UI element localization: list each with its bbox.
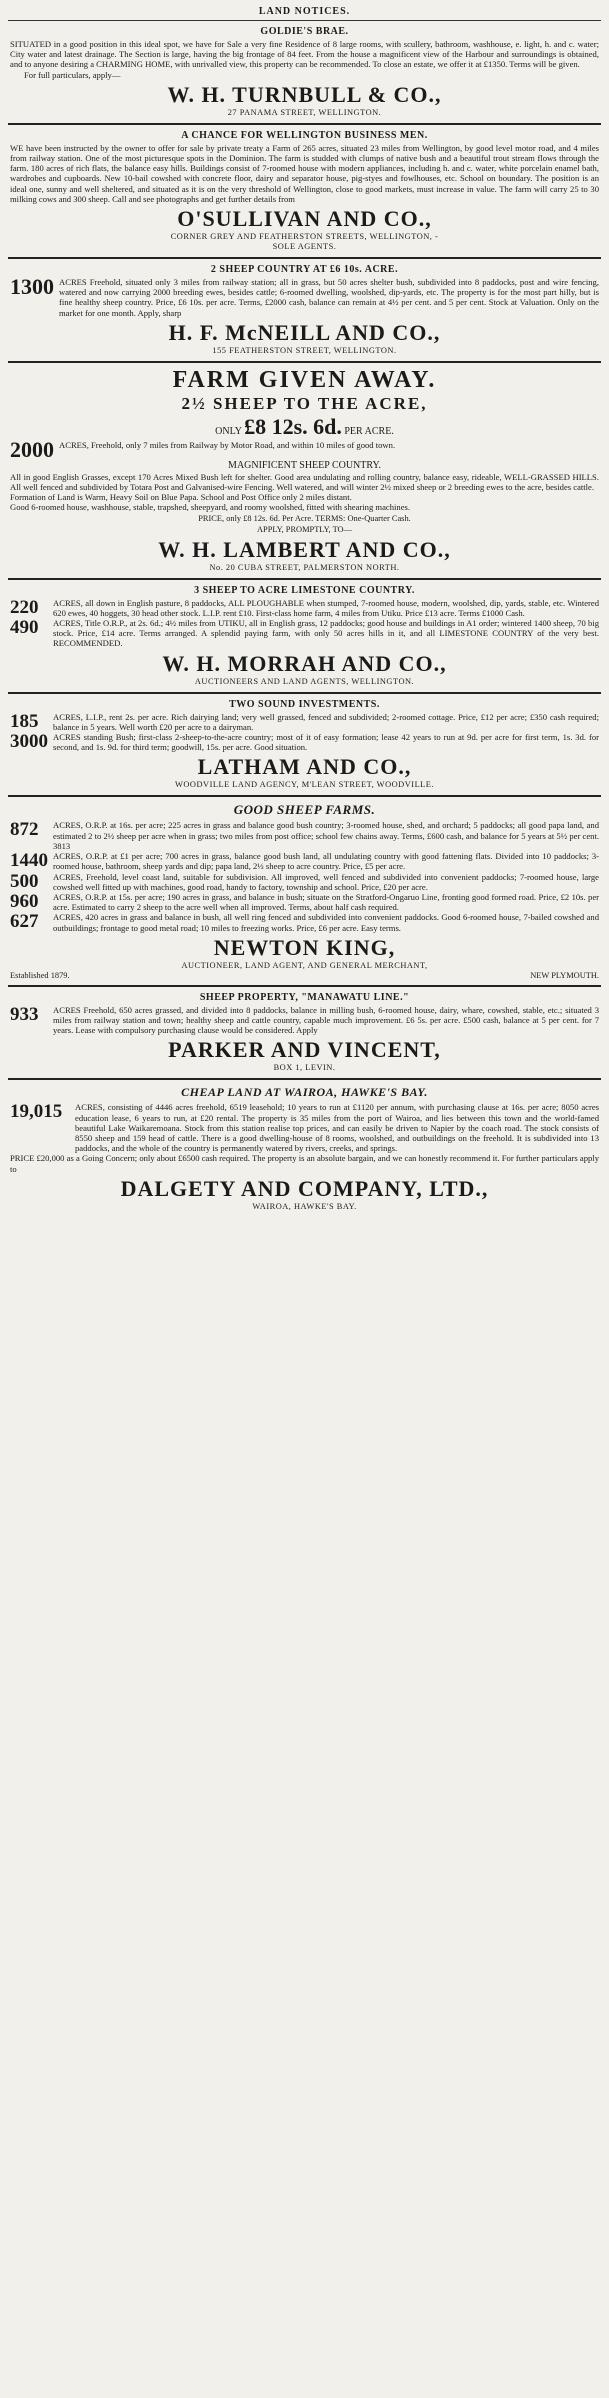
ad-newton-king: [8, 797, 601, 986]
listing: [10, 872, 599, 892]
listing-detail: Good 6-roomed house, washhouse, stable, trapshed, sheepyard, and roomy woolshed, fitted with shearing machines.: [10, 502, 410, 513]
listing: [10, 820, 599, 851]
ad-apply: For full particulars, apply—: [24, 69, 121, 80]
acreage: 627: [10, 911, 39, 933]
agent-role: SOLE AGENTS.: [272, 242, 337, 252]
acreage: 220: [10, 596, 39, 618]
ad-body: WE have been instructed by the owner to offer for sale by private treaty a Farm of 265 acres, situated 23 miles from Wellington, by good level motor road, and 4 miles from railway station. One of the most picturesque spots in the Dominion. The farm is studded with clumps of native bush and a beautiful trout stream flows through the farm. 180 acres of rich flats, the balance easy hills. Buildings consist of 7-roomed house with modern appliances, including h. and c. water, white porcelain enamel bath, wardrobes and cupboards. New 10-bail cowshed with concrete floor, dairy and separator house, pig-styes and fowlhouses, etc. School on boundary. The position is an ideal one, sunny and well sheltered, and situated as it is on the very threshold of Wellington, close to good markets, must increase in value. The farm will carry 25 to 30 milking cows and 300 sheep. Call and see photographs and get further details from: [10, 142, 599, 204]
ad-farm-given-away: [8, 363, 601, 580]
ad-title: GOLDIE'S BRAE.: [260, 26, 349, 37]
listing: [10, 912, 599, 932]
listing-detail: Formation of Land is Warm, Heavy Soil on Blue Papa. School and Post Office only 2 miles distant.: [10, 492, 352, 503]
ad-goldies-brae: [8, 21, 601, 125]
agent-name: DALGETY AND COMPANY, LTD.,: [120, 1175, 489, 1201]
listing: [10, 618, 599, 649]
agent-place: NEW PLYMOUTH.: [530, 970, 599, 980]
ad-subheadline: 2½ SHEEP TO THE ACRE,: [181, 393, 428, 413]
agent-address: WAIROA, HAWKE'S BAY.: [252, 1201, 357, 1211]
agent-address: 155 FEATHERSTON STREET, WELLINGTON.: [212, 345, 397, 355]
agent-address: 27 PANAMA STREET, WELLINGTON.: [227, 107, 382, 117]
listing-body: ACRES Freehold, 650 acres grassed, and divided into 8 paddocks, balance in milling bush, 6-roomed house, dairy, whare, cowshed, stable, etc.; situated 3 miles from railway station and town; healthy sheep and cattle country, capable much improvement. £6 5s. per acre. £500 cash, balance at 5 per cent. for 7 years. Lease with compulsory purchasing clause would be considered. Apply: [53, 1004, 599, 1036]
listing: [10, 712, 599, 732]
listing-body: ACRES Freehold, situated only 3 miles from railway station; all in grass, but 50 acres shelter bush, subdivided into 8 paddocks, post and wire fencing, watered and now carrying 2000 breeding ewes, besides cattle; 6-roomed dwelling, woolshed, dip-yards, etc. The property is for the most part hilly, but is fine healthy sheep country. Price, £6 10s. per acre. Terms, £2000 cash, balance can remain at 4½ per cent. and 5 per cent. Stock at Valuation. Only on the market for one month. Apply, sharp: [59, 277, 599, 318]
listing: [10, 1005, 599, 1036]
listing-body: ACRES, O.R.P. at 16s. per acre; 225 acres in grass and balance good bush country; 3-roomed house, shed, and orchard; 5 paddocks; all good papa land, and estimated 2 to 2½ sheep per acre when in grass; two miles from post office; school few chains away. Terms, £600 cash, and balance for 5 years at 5½ per cent. 3813: [53, 820, 599, 851]
agent-name: W. H. LAMBERT AND CO.,: [158, 536, 451, 562]
ad-body: SITUATED in a good position in this ideal spot, we have for Sale a very fine Residence of 8 large rooms, with scullery, bathroom, washhouse, e. light, h. and c. water; City water and latest drainage. The Section is large, having the big frontage of 84 feet. From the house a magnificent view of the Harbour and surroundings is obtained, and to anyone desiring a CHARMING HOME, with unrivalled view, this property can be recommended. To close an estate, we offer it at £1350. Terms will be given.: [10, 39, 599, 70]
ad-latham: [8, 694, 601, 798]
listing: [10, 436, 599, 462]
ad-wellington-chance: [8, 125, 601, 259]
ad-apply: APPLY, PROMPTLY, TO—: [257, 524, 352, 534]
ad-title: CHEAP LAND AT WAIROA, HAWKE'S BAY.: [181, 1085, 428, 1100]
listing-body: ACRES, Freehold, only 7 miles from Railway by Motor Road, and within 10 miles of good town.: [59, 439, 396, 450]
listing-detail: All in good English Grasses, except 170 Acres Mixed Bush left for shelter. Good area undulating and rolling country, balance easy, rideable, WELL-GRASSED HILLS. All well fenced and subdivided by Totara Post and Galvanised-wire Fencing. Well watered, and will winter 2½ mixed sheep or 2 breeding ewes to the acre, besides cattle.: [10, 471, 599, 493]
agent-name: O'SULLIVAN AND CO.,: [177, 206, 432, 232]
ad-title: A CHANCE FOR WELLINGTON BUSINESS MEN.: [181, 129, 428, 141]
acreage: 19,015: [10, 1101, 63, 1123]
ad-headline: FARM GIVEN AWAY.: [172, 366, 437, 393]
agent-footer: [10, 971, 599, 980]
ad-title: TWO SOUND INVESTMENTS.: [229, 698, 380, 710]
listing: [10, 274, 599, 318]
agent-name: PARKER AND VINCENT,: [168, 1037, 441, 1063]
listing-body: ACRES, O.R.P. at 15s. per acre; 190 acres in grass, and balance in bush; situate on the Stratford-Ongaruo Line, fronting good formed road. Price, £2 10s. per acre. Estimated to carry 2 sheep to the acre well when all improved. Terms, about half cash required.: [53, 891, 599, 913]
newspaper-page: [8, 0, 601, 1217]
acreage: 872: [10, 819, 39, 841]
ad-subtitle: MAGNIFICENT SHEEP COUNTRY.: [228, 459, 381, 471]
listing-detail: PRICE £20,000 as a Going Concern; only about £6500 cash required. The property is an absolute bargain, and we can honestly recommend it. For further particulars apply to: [10, 1153, 599, 1174]
price-amount: £8 12s. 6d.: [244, 413, 342, 439]
agent-name: W. H. TURNBULL & CO.,: [167, 81, 442, 107]
price-line: [10, 414, 599, 440]
listing-body: ACRES, consisting of 4446 acres freehold, 6519 leasehold; 10 years to run at £1120 per annum, with purchasing clause at 16s. per acre; 8050 acres education lease, 6 years to run, at £20 rental. The property is 35 miles from the port of Wairoa, and lies between this town and the world-famed beautiful Lake Waikaremoana. Stock from this station realise top prices, and can easily be driven to Napier by the coach road. The stock consists of 8550 sheep and 159 head of cattle. There is a good dwelling-house of 8 rooms, woolshed, and outbuildings on the freehold. It is subdivided into 13 paddocks, and the whole of the country is permanently watered by rivers, creeks, and springs.: [75, 1102, 599, 1154]
agent-address: AUCTIONEERS AND LAND AGENTS, WELLINGTON.: [194, 676, 415, 686]
listing-body: ACRES, 420 acres in grass and balance in bush, all well ring fenced and subdivided into convenient paddocks. Good 6-roomed house, 7-bailed cowshed and outbuildings; frontage to good metal road; 10 miles to freezing works. Price, £6 per acre. Easy terms.: [53, 912, 599, 933]
agent-name: NEWTON KING,: [213, 934, 396, 960]
established: Established 1879.: [10, 970, 70, 980]
listing-body: ACRES, O.R.P. at £1 per acre; 700 acres in grass, balance good bush land, all undulating country with good fattening flats. Divided into 10 paddocks; 3-roomed house, bathroom, sheep yards and dip; papa land, 2½ sheep to acre country. Price, £5 per acre.: [53, 851, 599, 872]
ad-parker-vincent: [8, 987, 601, 1081]
acreage: 3000: [10, 731, 48, 753]
ad-dalgety: [8, 1080, 601, 1216]
section-header: LAND NOTICES.: [8, 4, 601, 21]
acreage: 1440: [10, 850, 48, 872]
ad-title: 3 SHEEP TO ACRE LIMESTONE COUNTRY.: [194, 584, 415, 596]
listing: [10, 598, 599, 618]
ad-title: GOOD SHEEP FARMS.: [233, 802, 376, 818]
agent-address: CORNER GREY AND FEATHERSTON STREETS, WELLINGTON, -: [170, 232, 439, 242]
agent-name: LATHAM AND CO.,: [197, 754, 412, 780]
acreage: 2000: [10, 436, 54, 462]
acreage: 500: [10, 870, 39, 892]
acreage: 933: [10, 1003, 39, 1025]
price-per: PER ACRE.: [344, 425, 394, 437]
agent-description: AUCTIONEER, LAND AGENT, AND GENERAL MERCHANT,: [181, 960, 428, 970]
agent-address: No. 20 CUBA STREET, PALMERSTON NORTH.: [209, 562, 400, 572]
listing: [10, 851, 599, 871]
ad-morrah: [8, 580, 601, 694]
listing-body: ACRES, all down in English pasture, 8 paddocks, ALL PLOUGHABLE when stumped, 7-roomed house, modern, woolshed, dip, yards, stable, etc. Wintered 620 ewes, 40 hoggets, 30 head other stock. L.I.P. rent £10. First-class home farm, 4 miles from Utiku. Price £13 acre. Terms £1000 Cash.: [53, 597, 599, 618]
listing: [10, 1102, 599, 1153]
listing: [10, 732, 599, 752]
listing-body: ACRES, Title O.R.P., at 2s. 6d.; 4½ miles from UTIKU, all in English grass, 12 paddocks; good house and buildings in A1 order; wintered 1400 sheep, 70 big stock. Price, £14 acre. Terms arranged. A splendid paying farm, with only 50 acres hills in it, and all LIMESTONE COUNTRY of the very best. RECOMMENDED.: [53, 618, 599, 649]
listing-body: ACRES standing Bush; first-class 2-sheep-to-the-acre country; most of it of easy formation; lease 42 years to run at 9d. per acre for first term, 1s. 3d. for second, and 1s. 9d. for third term; goodwill, 15s. per acre. Good situation.: [53, 732, 599, 753]
acreage: 490: [10, 617, 39, 639]
acreage: 185: [10, 710, 39, 732]
agent-address: WOODVILLE LAND AGENCY, M'LEAN STREET, WOODVILLE.: [174, 780, 435, 790]
agent-name: W. H. MORRAH AND CO.,: [162, 650, 447, 676]
listing-body: ACRES, L.I.P., rent 2s. per acre. Rich dairying land; very well grassed, fenced and subdivided; 2-roomed cottage. Price, £12 per acre; £350 cash required; balance in 5 years. Well worth £20 per acre to a dairyman.: [53, 711, 599, 732]
acreage: 1300: [10, 274, 54, 300]
listing: [10, 892, 599, 912]
ad-title: SHEEP PROPERTY, "MANAWATU LINE.": [199, 991, 410, 1003]
ad-mcneill: [8, 259, 601, 363]
price-only: ONLY: [215, 425, 242, 437]
listing-terms: PRICE, only £8 12s. 6d. Per Acre. TERMS: One-Quarter Cash.: [198, 513, 411, 523]
ad-title: 2 SHEEP COUNTRY AT £6 10s. ACRE.: [210, 264, 399, 276]
acreage: 960: [10, 890, 39, 912]
agent-name: H. F. McNEILL AND CO.,: [168, 319, 441, 345]
agent-address: BOX 1, LEVIN.: [273, 1063, 336, 1073]
listing-body: ACRES, Freehold, level coast land, suitable for subdivision. All improved, well fenced and subdivided into convenient paddocks; 7-roomed house, large cowshed well fitted up with machines, good road, handy to factory, township and school. Price, £20 per acre.: [53, 871, 599, 892]
